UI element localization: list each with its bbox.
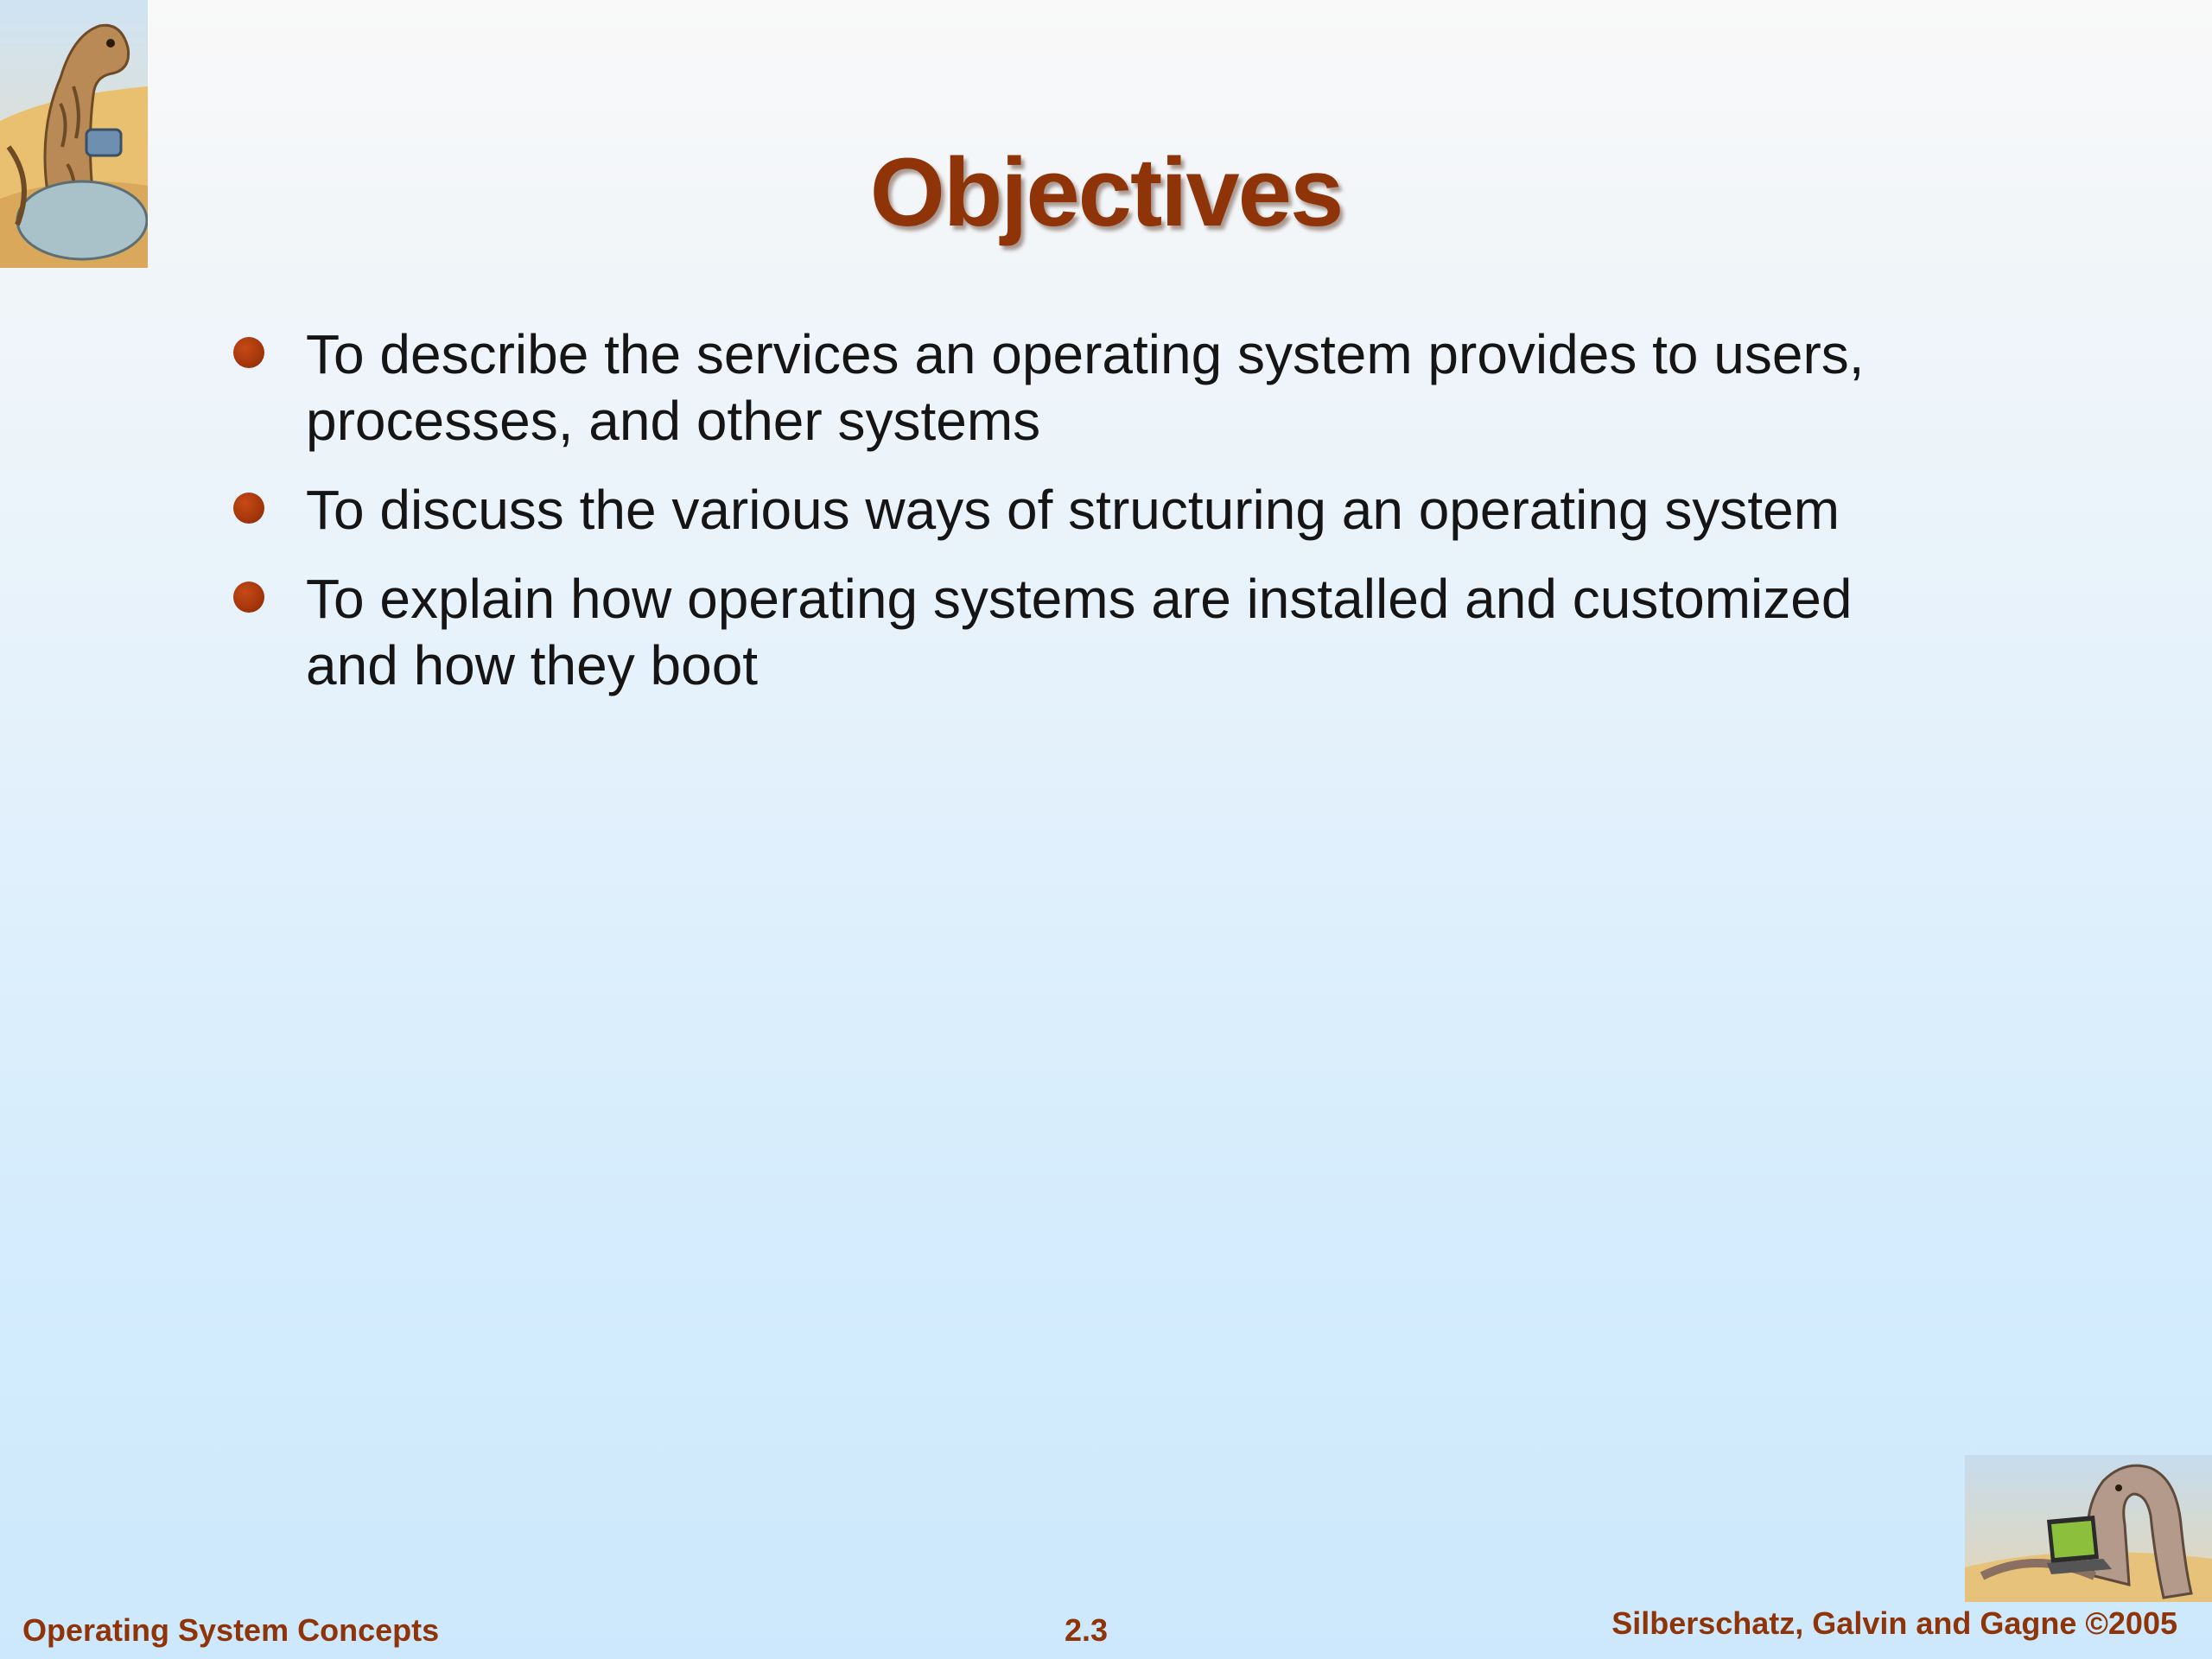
list-item bbox=[226, 566, 1955, 699]
footer-authors: Silberschatz, Galvin and Gagne ©2005 bbox=[1611, 1605, 2177, 1641]
bullet-icon bbox=[233, 582, 264, 613]
dinosaur-laptop-illustration-icon bbox=[1965, 1455, 2212, 1602]
bullet-icon bbox=[233, 493, 264, 524]
bullet-text: To explain how operating systems are installed and customized and how they boot bbox=[306, 568, 1853, 696]
bullet-text: To discuss the various ways of structuring an operating system bbox=[306, 479, 1840, 541]
footer-book-title: Operating System Concepts bbox=[22, 1612, 440, 1648]
bullet-icon bbox=[233, 337, 264, 368]
objectives-list bbox=[226, 321, 1955, 721]
list-item bbox=[226, 321, 1955, 454]
bullet-text: To describe the services an operating system provides to users, processes, and other systems bbox=[306, 323, 1865, 452]
slide-title: Objectives bbox=[869, 138, 1343, 247]
footer-page-number: 2.3 bbox=[1065, 1612, 1109, 1648]
list-item bbox=[226, 477, 1955, 543]
